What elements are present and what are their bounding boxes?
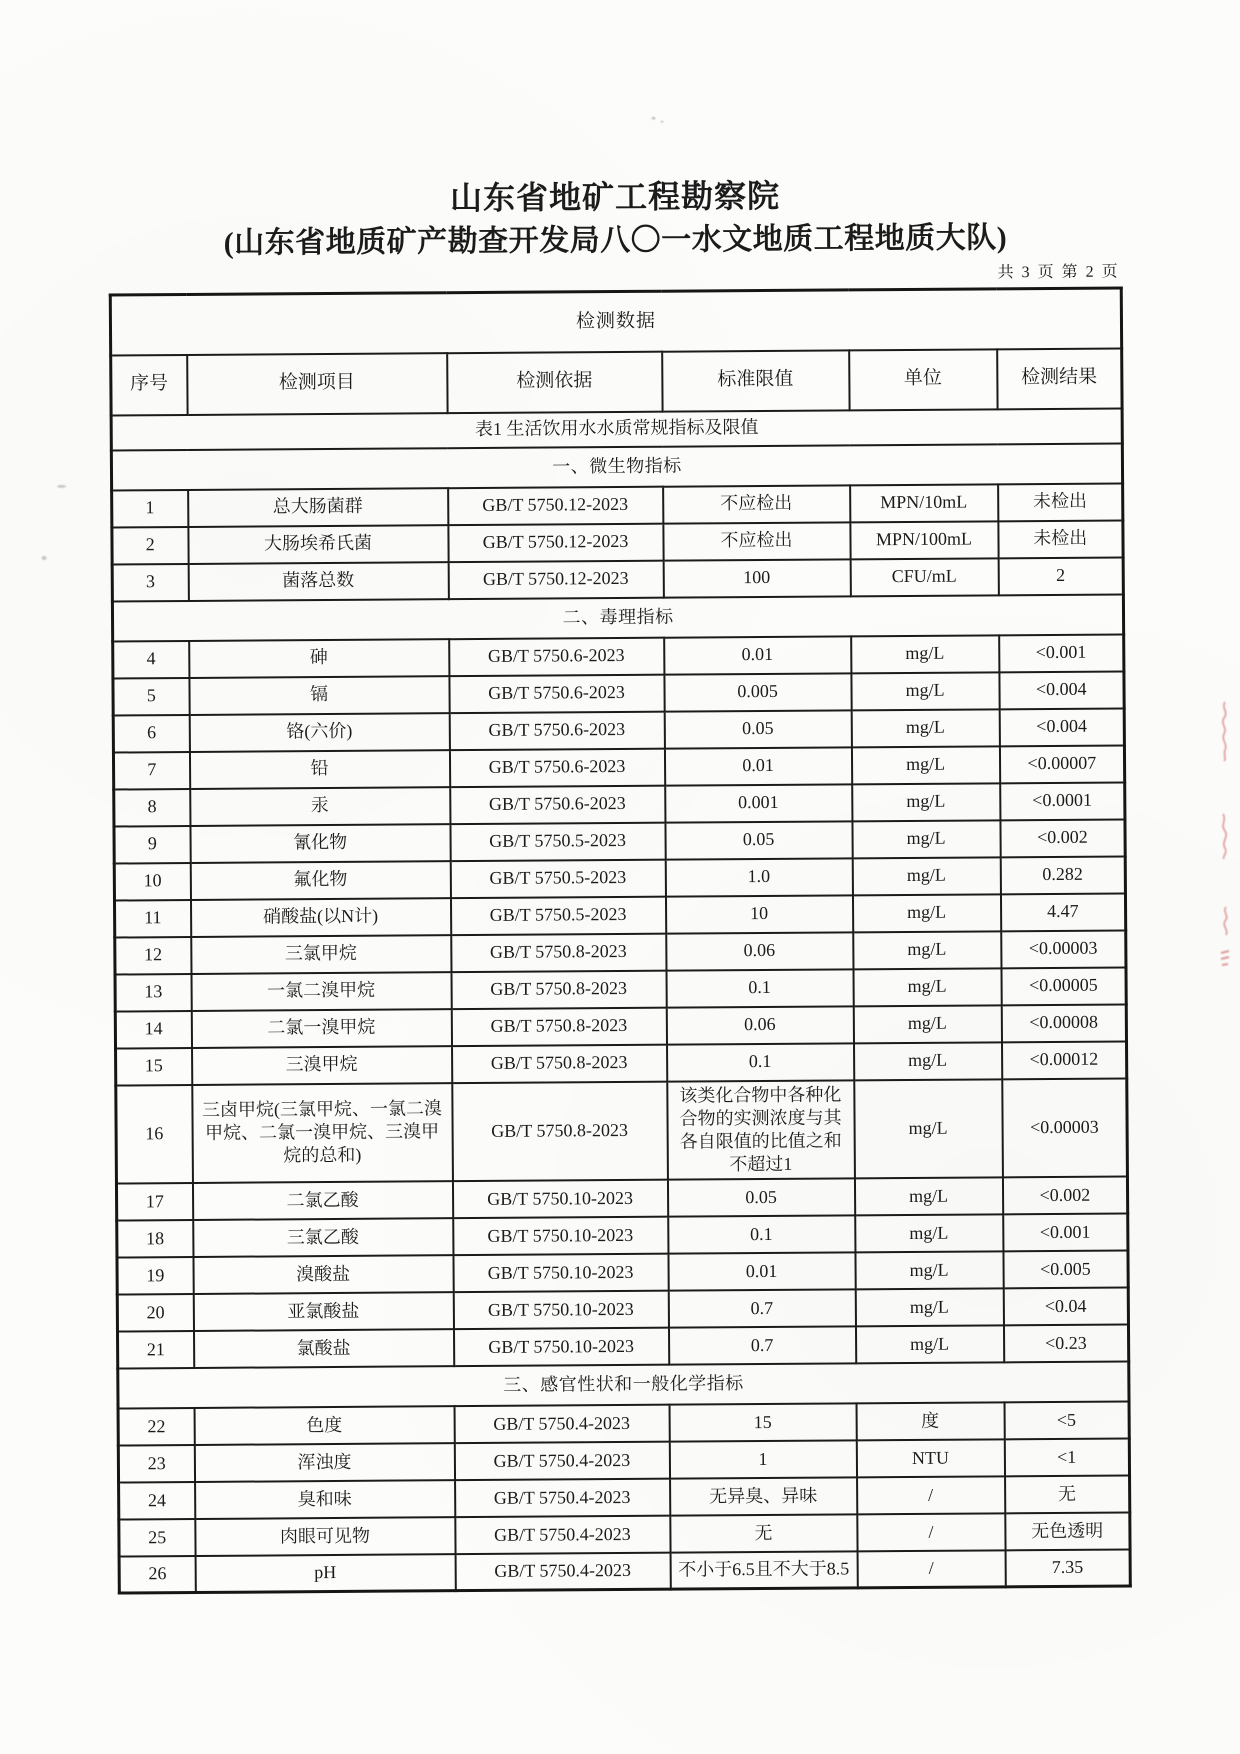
cell-basis: GB/T 5750.12-2023 (448, 486, 663, 525)
org-title: 山东省地矿工程勘察院 (449, 177, 781, 217)
cell-unit: 度 (856, 1402, 1004, 1440)
cell-result: 4.47 (1000, 893, 1125, 931)
cell-limit: 0.01 (664, 636, 851, 674)
cell-limit: 0.05 (667, 1178, 854, 1216)
cell-no: 20 (117, 1294, 193, 1332)
cell-item: 硝酸盐(以N计) (190, 898, 450, 937)
cell-no: 5 (113, 678, 189, 716)
cell-basis: GB/T 5750.4-2023 (455, 1552, 670, 1591)
cell-item: 镉 (189, 676, 449, 715)
cell-no: 18 (117, 1220, 193, 1258)
cell-unit: mg/L (854, 1079, 1003, 1178)
cell-no: 22 (118, 1408, 194, 1446)
cell-unit: mg/L (852, 857, 1000, 895)
cell-limit: 无异臭、异味 (670, 1477, 857, 1515)
cell-no: 21 (117, 1331, 193, 1369)
cell-result: <1 (1004, 1438, 1129, 1476)
cell-result: <0.04 (1003, 1287, 1128, 1325)
cell-unit: mg/L (851, 635, 999, 673)
table-caption: 表1 生活饮用水水质常规指标及限值 (111, 408, 1122, 450)
cell-limit: 0.005 (664, 673, 851, 711)
cell-limit: 该类化合物中各种化合物的实测浓度与其各自限值的比值之和不超过1 (667, 1080, 855, 1179)
table-title-row (110, 288, 1121, 355)
cell-basis: GB/T 5750.10-2023 (452, 1179, 667, 1218)
cell-limit: 1 (669, 1440, 856, 1478)
cell-result: <0.004 (999, 708, 1124, 746)
cell-result: <5 (1004, 1401, 1129, 1439)
cell-unit: CFU/mL (850, 558, 998, 596)
cell-item: 二氯乙酸 (192, 1181, 452, 1220)
cell-unit: mg/L (851, 746, 999, 784)
cell-item: 二氯一溴甲烷 (191, 1009, 451, 1048)
cell-unit: mg/L (854, 1042, 1002, 1080)
org-subtitle: (山东省地质矿产勘查开发局八〇一水文地质工程地质大队) (223, 221, 1008, 260)
cell-limit: 1.0 (665, 858, 852, 896)
cell-limit: 0.05 (665, 821, 852, 859)
cell-basis: GB/T 5750.6-2023 (450, 785, 665, 824)
cell-limit: 无 (670, 1514, 857, 1552)
cell-no: 1 (112, 490, 188, 528)
cell-limit: 不应检出 (663, 485, 850, 523)
cell-item: pH (195, 1554, 455, 1593)
cell-limit: 10 (665, 895, 852, 933)
cell-unit: mg/L (851, 709, 999, 747)
cell-unit: mg/L (853, 968, 1001, 1006)
cell-item: 三氯乙酸 (193, 1218, 453, 1257)
table-row (119, 1549, 1130, 1593)
col-header-basis: 检测依据 (447, 351, 662, 412)
cell-result: <0.00005 (1001, 967, 1126, 1005)
cell-no: 13 (115, 973, 191, 1011)
cell-item: 溴酸盐 (193, 1255, 453, 1294)
cell-unit: mg/L (855, 1288, 1003, 1326)
cell-no: 12 (115, 936, 191, 974)
cell-limit: 0.1 (668, 1215, 855, 1253)
cell-result: 无 (1005, 1475, 1130, 1513)
cell-result: <0.00008 (1001, 1004, 1126, 1042)
section-row (111, 443, 1122, 490)
cell-basis: GB/T 5750.10-2023 (453, 1327, 668, 1366)
cell-limit: 0.06 (666, 932, 853, 970)
scan-speck (661, 121, 664, 123)
cell-limit: 0.01 (664, 747, 851, 785)
cell-unit: NTU (856, 1439, 1004, 1477)
cell-result: <0.00007 (999, 745, 1124, 783)
scan-speck (42, 556, 47, 560)
cell-result: <0.002 (1000, 819, 1125, 857)
cell-unit: mg/L (854, 1177, 1002, 1215)
cell-unit: mg/L (852, 894, 1000, 932)
cell-result: 未检出 (998, 483, 1123, 521)
cell-result: <0.001 (1003, 1213, 1128, 1251)
cell-unit: mg/L (855, 1214, 1003, 1252)
cell-limit: 0.001 (665, 784, 852, 822)
cell-unit: mg/L (852, 783, 1000, 821)
cell-no: 7 (113, 752, 189, 790)
cell-unit: / (857, 1550, 1005, 1588)
test-data-table (109, 286, 1132, 1594)
cell-unit: MPN/100mL (850, 521, 998, 559)
cell-limit: 不小于6.5且不大于8.5 (670, 1551, 857, 1589)
section-row (112, 594, 1123, 641)
cell-result: <0.00003 (1001, 930, 1126, 968)
cell-unit: mg/L (853, 931, 1001, 969)
col-header-result: 检测结果 (997, 348, 1122, 409)
cell-basis: GB/T 5750.10-2023 (453, 1253, 668, 1292)
cell-basis: GB/T 5750.10-2023 (453, 1216, 668, 1255)
cell-limit: 0.06 (666, 1006, 853, 1044)
cell-item: 肉眼可见物 (195, 1517, 455, 1556)
section-label: 二、毒理指标 (112, 594, 1123, 641)
cell-basis: GB/T 5750.8-2023 (451, 933, 666, 972)
cell-result: 未检出 (998, 520, 1123, 558)
cell-result: <0.001 (999, 634, 1124, 672)
cell-item: 一氯二溴甲烷 (191, 972, 451, 1011)
cell-no: 6 (113, 715, 189, 753)
cell-item: 菌落总数 (188, 562, 448, 601)
cell-item: 大肠埃希氏菌 (188, 525, 448, 564)
cell-item: 亚氯酸盐 (193, 1292, 453, 1331)
cell-basis: GB/T 5750.6-2023 (449, 674, 664, 713)
cell-result: 0.282 (1000, 856, 1125, 894)
scan-speck (57, 485, 66, 488)
cell-limit: 0.1 (666, 969, 853, 1007)
cell-unit: / (857, 1513, 1005, 1551)
cell-limit: 0.7 (668, 1289, 855, 1327)
cell-basis: GB/T 5750.8-2023 (452, 1081, 668, 1181)
cell-item: 砷 (189, 639, 449, 678)
cell-no: 16 (116, 1084, 193, 1183)
cell-limit: 0.01 (668, 1252, 855, 1290)
section-label: 三、感官性状和一般化学指标 (118, 1361, 1129, 1408)
cell-basis: GB/T 5750.5-2023 (450, 822, 665, 861)
section-row (118, 1361, 1129, 1408)
cell-result: <0.0001 (1000, 782, 1125, 820)
cell-item: 总大肠菌群 (188, 488, 448, 527)
cell-no: 25 (119, 1519, 195, 1557)
cell-no: 11 (114, 899, 190, 937)
cell-result: <0.00012 (1001, 1041, 1126, 1079)
cell-result: 2 (998, 557, 1123, 595)
cell-item: 氟化物 (190, 861, 450, 900)
cell-basis: GB/T 5750.4-2023 (455, 1515, 670, 1554)
table-row (116, 1078, 1128, 1183)
cell-item: 氰化物 (190, 824, 450, 863)
cell-no: 14 (115, 1010, 191, 1048)
cell-basis: GB/T 5750.8-2023 (452, 1044, 667, 1083)
cell-unit: mg/L (855, 1325, 1003, 1363)
cell-limit: 不应检出 (663, 522, 850, 560)
cell-basis: GB/T 5750.6-2023 (449, 748, 664, 787)
cell-item: 铅 (189, 750, 449, 789)
cell-no: 15 (116, 1047, 192, 1085)
table-body (111, 443, 1130, 1593)
cell-no: 10 (114, 862, 190, 900)
cell-basis: GB/T 5750.4-2023 (455, 1478, 670, 1517)
cell-basis: GB/T 5750.12-2023 (448, 523, 663, 562)
col-header-unit: 单位 (849, 349, 997, 410)
cell-no: 23 (118, 1445, 194, 1483)
cell-no: 19 (117, 1257, 193, 1295)
cell-unit: mg/L (855, 1251, 1003, 1289)
cell-item: 三氯甲烷 (191, 935, 451, 974)
cell-limit: 100 (663, 559, 850, 597)
cell-no: 9 (114, 826, 190, 864)
cell-no: 26 (119, 1556, 195, 1594)
col-header-no: 序号 (111, 355, 187, 416)
cell-item: 氯酸盐 (193, 1329, 453, 1368)
page-number-info: 共 3 页 第 2 页 (997, 263, 1120, 282)
cell-item: 三卤甲烷(三氯甲烷、一氯二溴甲烷、二氯一溴甲烷、三溴甲烷的总和) (192, 1083, 453, 1183)
table-title: 检测数据 (110, 288, 1121, 355)
cell-basis: GB/T 5750.10-2023 (453, 1290, 668, 1329)
cell-basis: GB/T 5750.12-2023 (448, 560, 663, 599)
cell-result: <0.00003 (1002, 1078, 1128, 1177)
cell-item: 铬(六价) (189, 713, 449, 752)
cell-unit: MPN/10mL (850, 484, 998, 522)
cell-item: 色度 (194, 1406, 454, 1445)
cell-limit: 0.05 (664, 710, 851, 748)
cell-no: 4 (113, 641, 189, 679)
cell-result: 无色透明 (1005, 1512, 1130, 1550)
column-header-row (111, 348, 1122, 415)
cell-no: 2 (112, 527, 188, 565)
cell-no: 24 (119, 1482, 195, 1520)
cell-basis: GB/T 5750.4-2023 (454, 1404, 669, 1443)
scan-speck (652, 117, 656, 120)
cell-result: <0.005 (1003, 1250, 1128, 1288)
col-header-item: 检测项目 (187, 353, 447, 415)
cell-basis: GB/T 5750.5-2023 (450, 859, 665, 898)
cell-unit: / (857, 1476, 1005, 1514)
cell-basis: GB/T 5750.5-2023 (450, 896, 665, 935)
cell-basis: GB/T 5750.6-2023 (449, 711, 664, 750)
cell-limit: 15 (669, 1403, 856, 1441)
cell-no: 17 (116, 1183, 192, 1221)
cell-unit: mg/L (852, 820, 1000, 858)
cell-basis: GB/T 5750.4-2023 (454, 1441, 669, 1480)
cell-basis: GB/T 5750.6-2023 (449, 637, 664, 676)
cell-result: <0.004 (999, 671, 1124, 709)
section-label: 一、微生物指标 (111, 443, 1122, 490)
cell-item: 臭和味 (195, 1480, 455, 1519)
cell-result: 7.35 (1005, 1549, 1130, 1587)
cell-no: 3 (112, 564, 188, 602)
cell-unit: mg/L (851, 672, 999, 710)
cell-result: <0.23 (1003, 1324, 1128, 1362)
cell-item: 三溴甲烷 (192, 1046, 452, 1085)
cell-limit: 0.1 (667, 1043, 854, 1081)
cell-basis: GB/T 5750.8-2023 (451, 970, 666, 1009)
col-header-limit: 标准限值 (662, 350, 849, 411)
cell-item: 汞 (190, 787, 450, 826)
cell-unit: mg/L (853, 1005, 1001, 1043)
cell-limit: 0.7 (668, 1326, 855, 1364)
cell-item: 浑浊度 (194, 1443, 454, 1482)
cell-no: 8 (114, 789, 190, 827)
cell-result: <0.002 (1002, 1176, 1127, 1214)
cell-basis: GB/T 5750.8-2023 (451, 1007, 666, 1046)
